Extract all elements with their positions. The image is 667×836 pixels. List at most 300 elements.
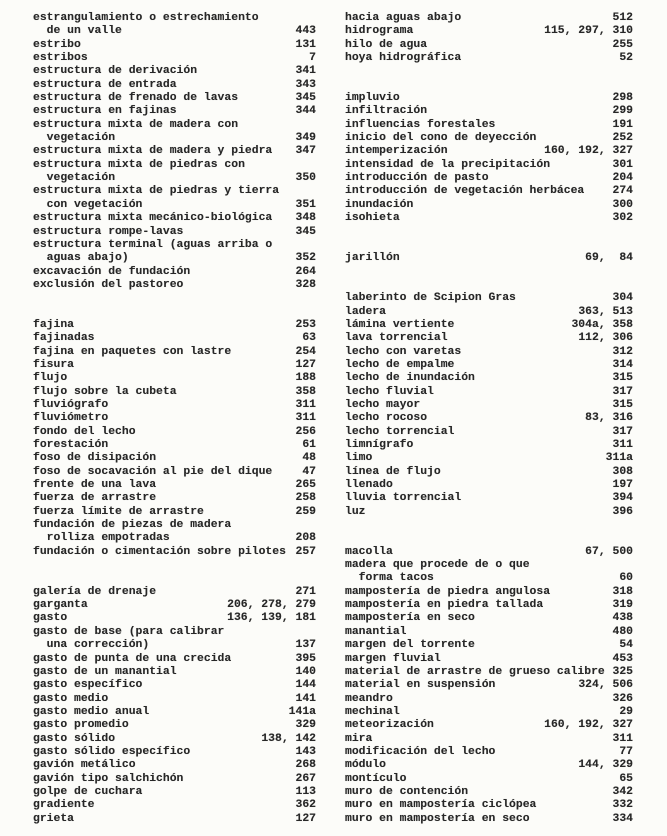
entry-term: estribo: [33, 38, 81, 51]
entry-term: estructura mixta de piedras y tierra: [33, 185, 280, 198]
entry-term: mechinal: [345, 705, 400, 718]
entry-page-numbers: 259: [295, 505, 316, 518]
index-entry-line: [33, 586, 316, 599]
entry-term: lecho con varetas: [345, 345, 462, 358]
entry-page-numbers: 52: [619, 52, 633, 65]
entry-page-numbers: 314: [612, 358, 633, 371]
entry-page-numbers: 138, 142: [261, 732, 316, 745]
entry-term: madera que procede de o que: [345, 559, 530, 572]
index-entry-line: [33, 12, 316, 25]
entry-term: fondo del lecho: [33, 425, 136, 438]
entry-term: galería de drenaje: [33, 585, 157, 598]
entry-page-numbers: 352: [295, 252, 316, 265]
index-entry-line: [345, 693, 633, 706]
entry-page-numbers: 63: [302, 332, 316, 345]
entry-term: gasto específico: [33, 679, 143, 692]
index-entry-line: [33, 132, 316, 145]
entry-page-numbers: 48: [302, 452, 316, 465]
entry-term: meteorización: [345, 719, 434, 732]
entry-term: gasto de base (para calibrar: [33, 625, 225, 638]
index-entry-line: [33, 346, 316, 359]
index-entry-line: [345, 719, 633, 732]
entry-page-numbers: 29: [619, 705, 633, 718]
entry-term: aguas abajo): [33, 252, 129, 265]
entry-page-numbers: 348: [295, 212, 316, 225]
entry-term: estructura de derivación: [33, 65, 198, 78]
entry-term: forestación: [33, 439, 109, 451]
entry-page-numbers: 319: [612, 599, 633, 612]
entry-term: lecho rocoso: [345, 412, 428, 425]
index-entry-line: [33, 492, 316, 505]
entry-page-numbers: 61: [302, 439, 316, 451]
index-entry-line: [33, 145, 316, 158]
entry-page-numbers: 208: [295, 532, 316, 545]
index-entry-line: [345, 733, 633, 746]
entry-page-numbers: 308: [612, 465, 633, 478]
entry-page-numbers: 271: [295, 585, 316, 598]
entry-term: modificación del lecho: [345, 745, 496, 758]
entry-page-numbers: 60: [619, 572, 633, 585]
entry-term: mira: [345, 732, 373, 745]
entry-page-numbers: 311: [295, 412, 316, 425]
entry-page-numbers: 480: [612, 625, 633, 638]
entry-term: ladera: [345, 305, 387, 318]
entry-page-numbers: 274: [612, 185, 633, 198]
entry-page-numbers: 311: [295, 398, 316, 411]
entry-term: lluvia torrencial: [345, 492, 462, 505]
entry-page-numbers: 113: [295, 785, 316, 798]
index-entry-line: [345, 746, 633, 759]
entry-term: laberinto de Scipion Gras: [345, 292, 516, 305]
entry-term: de un valle: [33, 25, 122, 38]
entry-page-numbers: 252: [612, 132, 633, 145]
blank-line: [33, 306, 316, 319]
index-entry-line: [33, 79, 316, 92]
blank-line: [345, 239, 633, 252]
entry-term: isohieta: [345, 212, 400, 225]
index-entry-line: [345, 292, 633, 305]
index-entry-line: [345, 52, 633, 65]
entry-page-numbers: 136, 139, 181: [227, 612, 316, 625]
entry-page-numbers: 349: [295, 132, 316, 145]
entry-term: infiltración: [345, 105, 428, 118]
index-entry-line: [345, 639, 633, 652]
entry-page-numbers: 144: [295, 679, 316, 692]
index-entry-line: [33, 546, 316, 559]
entry-term: lava torrencial: [345, 332, 448, 345]
index-entry-line: [33, 159, 316, 172]
index-entry-line: [345, 799, 633, 812]
index-entry-line: [33, 119, 316, 132]
index-entry-line: [345, 399, 633, 412]
index-entry-line: [345, 452, 633, 465]
blank-line: [345, 532, 633, 545]
entry-term: introducción de pasto: [345, 172, 489, 185]
entry-term: intensidad de la precipitación: [345, 158, 551, 171]
entry-page-numbers: 312: [612, 345, 633, 358]
entry-page-numbers: 131: [295, 38, 316, 51]
index-entry-line: [345, 546, 633, 559]
entry-term: grieta: [33, 812, 75, 825]
entry-page-numbers: 395: [295, 652, 316, 665]
index-entry-line: [33, 105, 316, 118]
entry-page-numbers: 299: [612, 105, 633, 118]
index-entry-line: [33, 693, 316, 706]
index-entry-line: [33, 172, 316, 185]
entry-term: muro en mampostería en seco: [345, 812, 530, 825]
entry-page-numbers: 197: [612, 479, 633, 492]
entry-term: fundación de piezas de madera: [33, 519, 232, 532]
blank-line: [33, 559, 316, 572]
entry-page-numbers: 141: [295, 692, 316, 705]
entry-page-numbers: 363, 513: [578, 305, 633, 318]
entry-term: mampostería en seco: [345, 612, 475, 625]
blank-line: [345, 65, 633, 78]
index-entry-line: [33, 479, 316, 492]
entry-term: gasto de punta de una crecida: [33, 652, 232, 665]
entry-page-numbers: 362: [295, 799, 316, 812]
entry-page-numbers: 264: [295, 265, 316, 278]
index-entry-line: [345, 706, 633, 719]
entry-page-numbers: 332: [612, 799, 633, 812]
index-entry-line: [33, 759, 316, 772]
entry-page-numbers: 65: [619, 772, 633, 785]
blank-line: [345, 266, 633, 279]
index-entry-line: [345, 506, 633, 519]
entry-term: con vegetación: [33, 198, 143, 211]
index-entry-line: [33, 599, 316, 612]
entry-page-numbers: 206, 278, 279: [227, 599, 316, 612]
index-entry-line: [345, 466, 633, 479]
index-entry-line: [345, 679, 633, 692]
entry-term: estructura mixta de madera y piedra: [33, 145, 273, 158]
entry-term: una corrección): [33, 639, 150, 652]
entry-term: vegetación: [33, 172, 116, 185]
index-entry-line: [345, 572, 633, 585]
index-entry-line: [33, 65, 316, 78]
entry-term: impluvio: [345, 92, 400, 105]
index-entry-line: [33, 52, 316, 65]
entry-term: estrangulamiento o estrechamiento: [33, 12, 259, 24]
entry-page-numbers: 329: [295, 719, 316, 732]
index-entry-line: [33, 626, 316, 639]
entry-page-numbers: 7: [309, 52, 316, 65]
entry-term: fisura: [33, 358, 75, 371]
entry-page-numbers: 315: [612, 398, 633, 411]
index-entry-line: [345, 252, 633, 265]
entry-page-numbers: 317: [612, 385, 633, 398]
entry-page-numbers: 188: [295, 372, 316, 385]
entry-page-numbers: 342: [612, 785, 633, 798]
index-entry-line: [345, 212, 633, 225]
entry-term: fluviómetro: [33, 412, 109, 425]
entry-term: gasto de un manantial: [33, 665, 177, 678]
index-entry-line: [33, 452, 316, 465]
entry-term: frente de una lava: [33, 479, 157, 492]
entry-term: lecho de empalme: [345, 358, 455, 371]
entry-term: hidrograma: [345, 25, 414, 38]
entry-term: mampostería de piedra angulosa: [345, 585, 551, 598]
index-entry-line: [345, 786, 633, 799]
entry-page-numbers: 453: [612, 652, 633, 665]
entry-page-numbers: 345: [295, 225, 316, 238]
index-entry-line: [345, 412, 633, 425]
entry-term: estribos: [33, 52, 88, 65]
entry-page-numbers: 298: [612, 92, 633, 105]
index-entry-line: [33, 386, 316, 399]
index-entry-line: [345, 759, 633, 772]
index-entry-line: [33, 666, 316, 679]
entry-page-numbers: 253: [295, 318, 316, 331]
entry-page-numbers: 204: [612, 172, 633, 185]
blank-line: [33, 572, 316, 585]
entry-term: material de arrastre de grueso calibre: [345, 665, 605, 678]
index-entry-line: [345, 132, 633, 145]
index-entry-line: [33, 506, 316, 519]
entry-page-numbers: 325: [612, 665, 633, 678]
entry-term: gasto promedio: [33, 719, 129, 732]
entry-term: estructura terminal (aguas arriba o: [33, 238, 273, 251]
index-entry-line: [345, 372, 633, 385]
entry-term: gradiente: [33, 799, 95, 812]
entry-term: lámina vertiente: [345, 318, 455, 331]
entry-term: exclusión del pastoreo: [33, 278, 184, 291]
entry-page-numbers: 358: [295, 385, 316, 398]
index-column-left: [33, 12, 316, 826]
index-entry-line: [33, 719, 316, 732]
entry-term: limnígrafo: [345, 439, 414, 451]
index-entry-line: [345, 119, 633, 132]
entry-page-numbers: 341: [295, 65, 316, 78]
index-entry-line: [345, 25, 633, 38]
entry-term: fundación o cimentación sobre pilotes: [33, 545, 286, 558]
entry-term: estructura de frenado de lavas: [33, 92, 239, 105]
blank-line: [345, 519, 633, 532]
index-entry-line: [345, 653, 633, 666]
entry-page-numbers: 343: [295, 78, 316, 91]
index-entry-line: [33, 813, 316, 826]
index-entry-line: [33, 412, 316, 425]
entry-page-numbers: 257: [295, 545, 316, 558]
entry-page-numbers: 345: [295, 92, 316, 105]
index-entry-line: [33, 279, 316, 292]
entry-term: golpe de cuchara: [33, 785, 143, 798]
entry-page-numbers: 311a: [605, 452, 633, 465]
entry-term: fluviógrafo: [33, 398, 109, 411]
index-entry-line: [345, 492, 633, 505]
entry-term: garganta: [33, 599, 88, 612]
index-entry-line: [345, 185, 633, 198]
entry-page-numbers: 115, 297, 310: [544, 25, 633, 38]
entry-term: margen fluvial: [345, 652, 441, 665]
index-entry-line: [33, 239, 316, 252]
index-entry-line: [345, 599, 633, 612]
entry-term: foso de socavación al pie del dique: [33, 465, 273, 478]
index-entry-line: [33, 706, 316, 719]
entry-term: meandro: [345, 692, 393, 705]
entry-page-numbers: 311: [612, 439, 633, 451]
entry-page-numbers: 191: [612, 118, 633, 131]
entry-page-numbers: 394: [612, 492, 633, 505]
entry-page-numbers: 268: [295, 759, 316, 772]
index-entry-line: [33, 266, 316, 279]
entry-page-numbers: 258: [295, 492, 316, 505]
index-entry-line: [345, 159, 633, 172]
entry-page-numbers: 141a: [288, 705, 316, 718]
entry-term: forma tacos: [345, 572, 434, 585]
entry-term: lecho torrencial: [345, 425, 455, 438]
entry-term: gasto sólido: [33, 732, 116, 745]
entry-term: estructura mixta de madera con: [33, 118, 239, 131]
entry-page-numbers: 302: [612, 212, 633, 225]
entry-term: fuerza de arrastre: [33, 492, 157, 505]
index-entry-line: [33, 92, 316, 105]
entry-term: excavación de fundación: [33, 265, 191, 278]
entry-term: lecho mayor: [345, 398, 421, 411]
entry-term: hoya hidrográfica: [345, 52, 462, 65]
index-entry-line: [33, 212, 316, 225]
entry-term: lecho de inundación: [345, 372, 475, 385]
entry-term: gasto sólido específico: [33, 745, 191, 758]
entry-term: macolla: [345, 545, 393, 558]
index-entry-line: [33, 25, 316, 38]
entry-term: fajina: [33, 318, 75, 331]
blank-line: [33, 292, 316, 305]
index-entry-line: [33, 185, 316, 198]
index-entry-line: [33, 733, 316, 746]
index-entry-line: [345, 439, 633, 452]
index-entry-line: [33, 519, 316, 532]
entry-page-numbers: 328: [295, 278, 316, 291]
entry-term: muro de contención: [345, 785, 469, 798]
entry-page-numbers: 127: [295, 812, 316, 825]
entry-term: flujo: [33, 372, 68, 385]
entry-term: gavión metálico: [33, 759, 136, 772]
index-entry-line: [345, 145, 633, 158]
entry-page-numbers: 347: [295, 145, 316, 158]
entry-page-numbers: 127: [295, 358, 316, 371]
entry-term: llenado: [345, 479, 393, 492]
entry-term: fuerza límite de arrastre: [33, 505, 204, 518]
index-entry-line: [33, 226, 316, 239]
entry-term: inicio del cono de deyección: [345, 132, 537, 145]
entry-page-numbers: 304a, 358: [571, 318, 633, 331]
entry-page-numbers: 137: [295, 639, 316, 652]
entry-page-numbers: 160, 192, 327: [544, 145, 633, 158]
entry-page-numbers: 350: [295, 172, 316, 185]
entry-term: estructura de entrada: [33, 78, 177, 91]
index-entry-line: [33, 786, 316, 799]
index-entry-line: [345, 813, 633, 826]
index-entry-line: [345, 359, 633, 372]
entry-term: hacia aguas abajo: [345, 12, 462, 24]
entry-page-numbers: 300: [612, 198, 633, 211]
entry-page-numbers: 255: [612, 38, 633, 51]
entry-page-numbers: 47: [302, 465, 316, 478]
blank-line: [345, 79, 633, 92]
index-entry-line: [345, 426, 633, 439]
blank-line: [345, 226, 633, 239]
entry-term: gasto medio: [33, 692, 109, 705]
entry-term: margen del torrente: [345, 639, 475, 652]
index-entry-line: [345, 346, 633, 359]
entry-page-numbers: 143: [295, 745, 316, 758]
entry-page-numbers: 326: [612, 692, 633, 705]
index-entry-line: [33, 332, 316, 345]
entry-page-numbers: 334: [612, 812, 633, 825]
entry-page-numbers: 265: [295, 479, 316, 492]
index-entry-line: [33, 653, 316, 666]
entry-term: gasto: [33, 612, 68, 625]
entry-term: material en suspensión: [345, 679, 496, 692]
entry-page-numbers: 315: [612, 372, 633, 385]
entry-term: vegetación: [33, 132, 116, 145]
entry-term: muro en mampostería ciclópea: [345, 799, 537, 812]
index-entry-line: [33, 319, 316, 332]
index-entry-line: [33, 39, 316, 52]
index-entry-line: [33, 252, 316, 265]
entry-page-numbers: 324, 506: [578, 679, 633, 692]
entry-term: línea de flujo: [345, 465, 441, 478]
entry-term: estructura mixta mecánico-biológica: [33, 212, 273, 225]
entry-page-numbers: 267: [295, 772, 316, 785]
entry-term: foso de disipación: [33, 452, 157, 465]
index-entry-line: [345, 612, 633, 625]
entry-page-numbers: 311: [612, 732, 633, 745]
index-column-right: [345, 12, 633, 826]
entry-page-numbers: 83, 316: [585, 412, 633, 425]
index-entry-line: [345, 666, 633, 679]
index-entry-line: [33, 679, 316, 692]
entry-term: hilo de agua: [345, 38, 428, 51]
entry-term: jarillón: [345, 252, 400, 265]
entry-page-numbers: 77: [619, 745, 633, 758]
entry-page-numbers: 254: [295, 345, 316, 358]
entry-page-numbers: 304: [612, 292, 633, 305]
index-entry-line: [33, 612, 316, 625]
entry-term: estructura en fajinas: [33, 105, 177, 118]
index-entry-line: [33, 639, 316, 652]
entry-term: fajina en paquetes con lastre: [33, 345, 232, 358]
entry-term: luz: [345, 505, 366, 518]
index-entry-line: [33, 399, 316, 412]
index-entry-line: [345, 626, 633, 639]
index-entry-line: [345, 306, 633, 319]
index-entry-line: [345, 559, 633, 572]
entry-term: flujo sobre la cubeta: [33, 385, 177, 398]
index-entry-line: [345, 92, 633, 105]
index-entry-line: [33, 199, 316, 212]
entry-term: limo: [345, 452, 373, 465]
entry-term: introducción de vegetación herbácea: [345, 185, 585, 198]
entry-page-numbers: 160, 192, 327: [544, 719, 633, 732]
entry-term: montículo: [345, 772, 407, 785]
index-entry-line: [345, 319, 633, 332]
index-entry-line: [345, 479, 633, 492]
entry-page-numbers: 144, 329: [578, 759, 633, 772]
index-entry-line: [345, 12, 633, 25]
index-entry-line: [345, 386, 633, 399]
entry-term: inundación: [345, 198, 414, 211]
entry-page-numbers: 512: [612, 12, 633, 24]
entry-term: gasto medio anual: [33, 705, 150, 718]
entry-term: módulo: [345, 759, 387, 772]
entry-term: influencias forestales: [345, 118, 496, 131]
entry-term: gavión tipo salchichón: [33, 772, 184, 785]
entry-page-numbers: 438: [612, 612, 633, 625]
entry-term: mampostería en piedra tallada: [345, 599, 544, 612]
entry-page-numbers: 256: [295, 425, 316, 438]
